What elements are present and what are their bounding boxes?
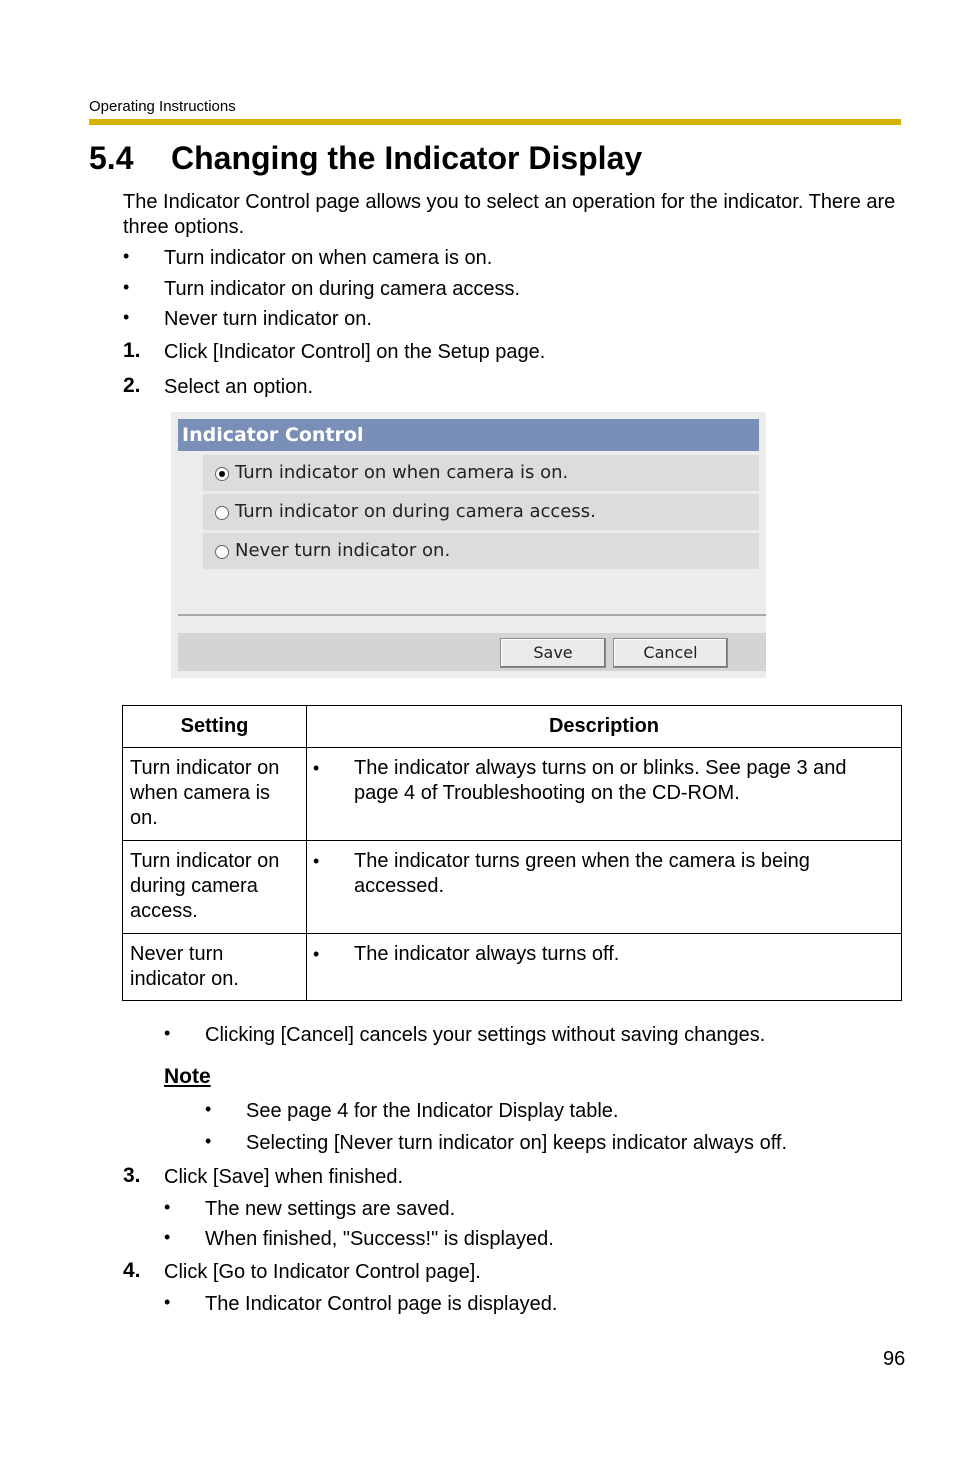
step bbox=[123, 1259, 823, 1285]
option-label: Turn indicator on during camera access. bbox=[235, 501, 596, 522]
bullet-dot: • bbox=[164, 1023, 171, 1043]
cancel-button[interactable]: Cancel bbox=[613, 638, 728, 668]
panel-title: Indicator Control bbox=[178, 419, 759, 451]
description-cell bbox=[307, 748, 902, 841]
bullet-dot: • bbox=[313, 944, 320, 964]
column-header-setting: Setting bbox=[123, 706, 307, 748]
step-number: 1. bbox=[123, 339, 141, 362]
option-label: Never turn indicator on. bbox=[235, 540, 451, 561]
bullet-dot: • bbox=[205, 1131, 212, 1151]
step bbox=[123, 374, 823, 400]
table-row bbox=[123, 841, 902, 934]
step-bullet bbox=[164, 1197, 864, 1221]
description-cell bbox=[307, 841, 902, 934]
step bbox=[123, 1164, 823, 1190]
bullet-text: The new settings are saved. bbox=[205, 1198, 456, 1220]
radio-selected-icon[interactable] bbox=[215, 467, 229, 481]
description-text: The indicator turns green when the camera is being accessed. bbox=[354, 850, 810, 897]
description-text: The indicator always turns off. bbox=[354, 943, 620, 965]
description-cell bbox=[307, 934, 902, 1001]
option-camera-access[interactable] bbox=[203, 494, 759, 530]
intro-bullet bbox=[123, 246, 823, 270]
bullet-dot: • bbox=[164, 1292, 171, 1312]
intro-paragraph: The Indicator Control page allows you to select an operation for the indicator. There are three options. bbox=[123, 191, 896, 238]
table-header-row bbox=[123, 706, 902, 748]
panel-divider bbox=[178, 614, 766, 616]
column-header-description: Description bbox=[307, 706, 902, 748]
bullet-dot: • bbox=[313, 851, 320, 871]
note-heading: Note bbox=[164, 1065, 211, 1088]
option-camera-on[interactable] bbox=[203, 455, 759, 491]
radio-empty-icon[interactable] bbox=[215, 545, 229, 559]
bullet-dot: • bbox=[205, 1099, 212, 1119]
bullet-dot: • bbox=[164, 1197, 171, 1217]
step-text: Click [Save] when finished. bbox=[164, 1166, 404, 1188]
setting-cell: Turn indicator on during camera access. bbox=[123, 841, 307, 934]
table-row bbox=[123, 748, 902, 841]
intro-bullet bbox=[123, 277, 823, 301]
bullet-dot: • bbox=[123, 246, 130, 266]
step-bullet bbox=[164, 1292, 864, 1316]
setting-cell: Turn indicator on when camera is on. bbox=[123, 748, 307, 841]
section-title-text: Changing the Indicator Display bbox=[171, 140, 643, 176]
intro-bullet-text: Never turn indicator on. bbox=[164, 308, 372, 330]
intro-bullet-text: Turn indicator on during camera access. bbox=[164, 278, 521, 300]
step-number: 2. bbox=[123, 374, 141, 397]
bullet-text: Clicking [Cancel] cancels your settings without saving changes. bbox=[205, 1024, 766, 1046]
bullet-dot: • bbox=[164, 1227, 171, 1247]
radio-empty-icon[interactable] bbox=[215, 506, 229, 520]
step-text: Select an option. bbox=[164, 376, 313, 398]
panel-footer bbox=[178, 633, 766, 671]
indicator-control-screenshot bbox=[171, 412, 766, 678]
settings-table bbox=[122, 705, 902, 1001]
note-item bbox=[205, 1131, 905, 1155]
note-item bbox=[205, 1099, 905, 1123]
bullet-dot: • bbox=[123, 307, 130, 327]
page-number: 96 bbox=[883, 1348, 906, 1370]
save-button[interactable]: Save bbox=[500, 638, 606, 668]
header-rule bbox=[89, 119, 901, 125]
section-title bbox=[89, 140, 642, 177]
table-row bbox=[123, 934, 902, 1001]
option-never-on[interactable] bbox=[203, 533, 759, 569]
bullet-text: The Indicator Control page is displayed. bbox=[205, 1293, 558, 1315]
step-bullet bbox=[164, 1227, 864, 1251]
intro-bullet-text: Turn indicator on when camera is on. bbox=[164, 247, 493, 269]
bullet-text: When finished, "Success!" is displayed. bbox=[205, 1228, 554, 1250]
description-text: The indicator always turns on or blinks. See page 3 and page 4 of Troubleshooting on the CD-ROM. bbox=[354, 757, 847, 804]
option-label: Turn indicator on when camera is on. bbox=[235, 462, 569, 483]
bullet-dot: • bbox=[313, 758, 320, 778]
note-text: Selecting [Never turn indicator on] keeps indicator always off. bbox=[246, 1132, 788, 1154]
step bbox=[123, 339, 823, 365]
step-text: Click [Indicator Control] on the Setup page. bbox=[164, 341, 546, 363]
step-text: Click [Go to Indicator Control page]. bbox=[164, 1261, 481, 1283]
step-number: 4. bbox=[123, 1259, 141, 1282]
bullet-dot: • bbox=[123, 277, 130, 297]
cancel-bullet bbox=[164, 1023, 884, 1047]
section-number: 5.4 bbox=[89, 140, 134, 176]
note-text: See page 4 for the Indicator Display table. bbox=[246, 1100, 619, 1122]
running-header: Operating Instructions bbox=[89, 98, 236, 115]
intro-bullet bbox=[123, 307, 823, 331]
step-number: 3. bbox=[123, 1164, 141, 1187]
setting-cell: Never turn indicator on. bbox=[123, 934, 307, 1001]
